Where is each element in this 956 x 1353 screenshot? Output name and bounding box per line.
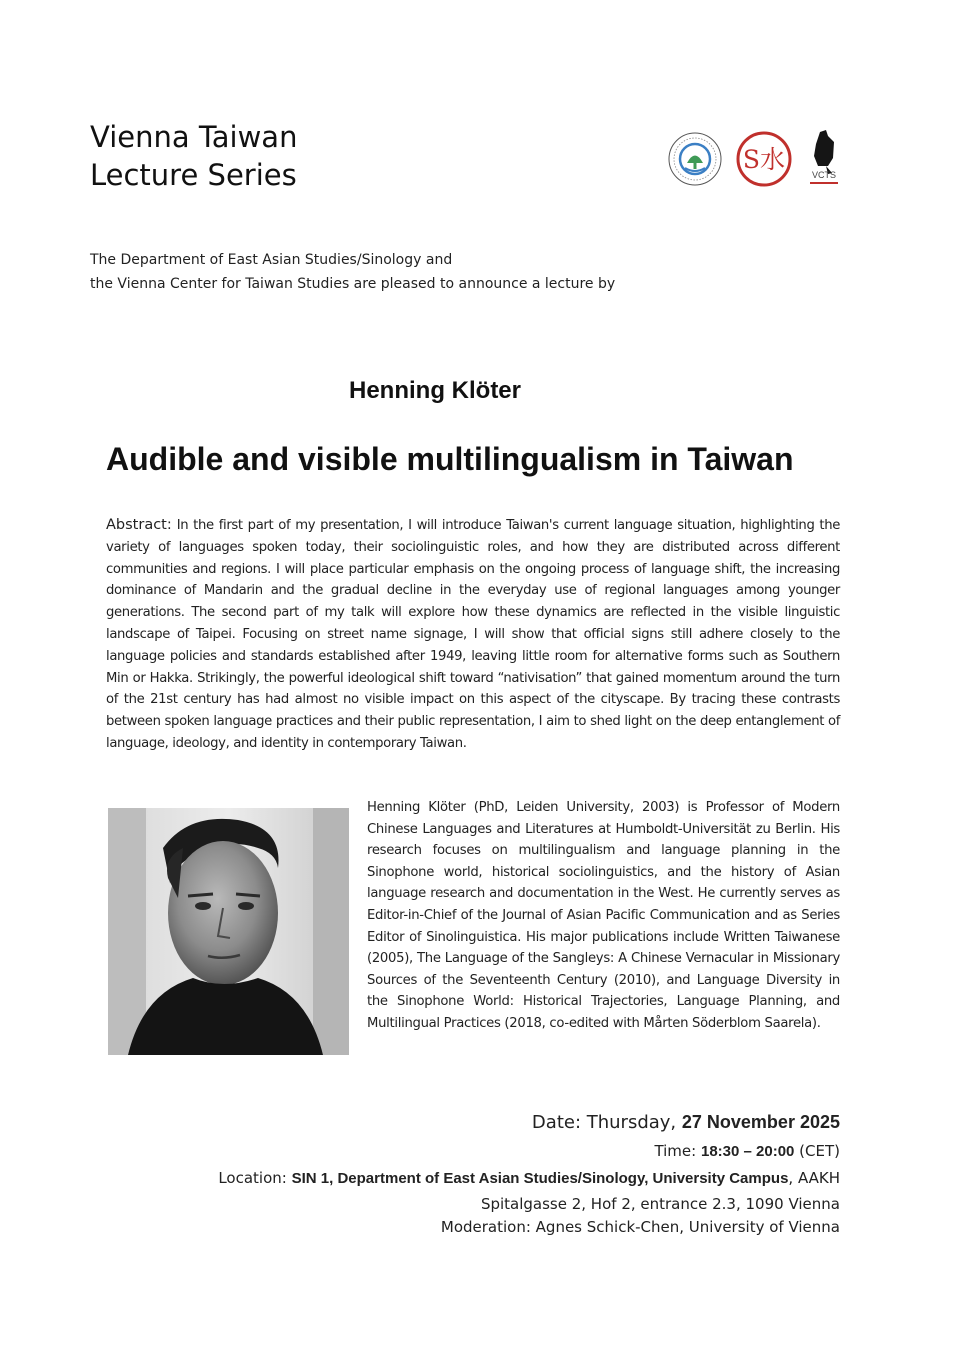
speaker-photo	[108, 808, 349, 1055]
time-suffix: (CET)	[799, 1142, 840, 1160]
time-value: 18:30 – 20:00	[700, 1143, 795, 1160]
event-date	[218, 1108, 840, 1137]
intro-line2: the Vienna Center for Taiwan Studies are pleased to announce a lecture by	[90, 276, 616, 292]
series-title-line1: Vienna Taiwan	[90, 120, 298, 154]
location-suffix: , AAKH	[788, 1169, 840, 1187]
ministry-seal-icon	[666, 128, 724, 194]
vcts-logo-text: VCTS	[811, 170, 837, 180]
sinology-logo-text: S水	[742, 145, 786, 174]
event-time	[218, 1138, 840, 1165]
sinology-red-circle-icon	[734, 130, 794, 192]
event-moderation: Moderation: Agnes Schick-Chen, University of Vienna	[440, 1218, 840, 1236]
event-details	[218, 1108, 840, 1238]
intro-text	[90, 248, 850, 296]
abstract	[106, 515, 840, 755]
event-address: Spitalgasse 2, Hof 2, entrance 2.3, 1090 Vienna	[480, 1195, 840, 1213]
location-value: SIN 1, Department of East Asian Studies/Sinology, University Campus	[291, 1170, 789, 1187]
time-label: Time:	[654, 1142, 697, 1160]
location-label: Location:	[218, 1169, 287, 1187]
vcts-taiwan-bird-icon	[806, 128, 842, 192]
date-label: Date: Thursday,	[531, 1112, 677, 1133]
series-title	[90, 118, 297, 194]
date-value: 27 November 2025	[681, 1112, 840, 1132]
speaker-bio: Henning Klöter (PhD, Leiden University, 2003) is Professor of Modern Chinese Languages and Literatures at Humboldt-Universität zu Berlin. His research focuses on multilingualism and language planning in the Sinophone world, historical sociolinguistics, and the history of Asian language research and documentation in the West. He currently serves as Editor-in-Chief of the Journal of Asian Pacific Communication and as Series Editor of Sinolinguistica. His major publications include Written Taiwanese (2005), The Language of the Sangleys: A Chinese Vernacular in Missionary Sources of the Seventeenth Century (2010), and Language Diversity in the Sinophone World: Historical Trajectories, Language Planning, and Multilingual Practices (2018, co-edited with Mårten Söderblom Saarela).	[367, 800, 840, 1031]
abstract-text: In the first part of my presentation, I will introduce Taiwan's current language situation, highlighting the variety of languages spoken today, their sociolinguistic roles, and how they are distributed across different communities and regions. I will place particular emphasis on the ongoing process of language shift, the increasing dominance of Mandarin and the gradual decline in the everyday use of regional languages among younger generations. The second part of my talk will explore how these dynamics are reflected in the visible linguistic landscape of Taipei. Focusing on street name signage, I will show that official signs still adhere closely to the language policies and standards established after 1949, leaving little room for alternative forms such as Southern Min or Hakka. Strikingly, the powerful ideological shift toward “nativisation” that gained momentum around the turn of the 21st century has had almost no visible impact on this aspect of the cityscape. By tracing these contrasts between spoken language practices and their public representation, I aim to shed light on the deep entanglement of language, ideology, and identity in contemporary Taiwan.	[106, 518, 840, 751]
lecture-title: Audible and visible multilingualism in Taiwan	[106, 441, 794, 477]
series-title-line2: Lecture Series	[90, 158, 297, 192]
intro-line1: The Department of East Asian Studies/Sinology and	[90, 252, 453, 268]
event-location	[218, 1165, 840, 1192]
logo-group	[666, 128, 846, 190]
speaker-name: Henning Klöter	[349, 377, 521, 404]
abstract-label: Abstract:	[106, 517, 172, 533]
